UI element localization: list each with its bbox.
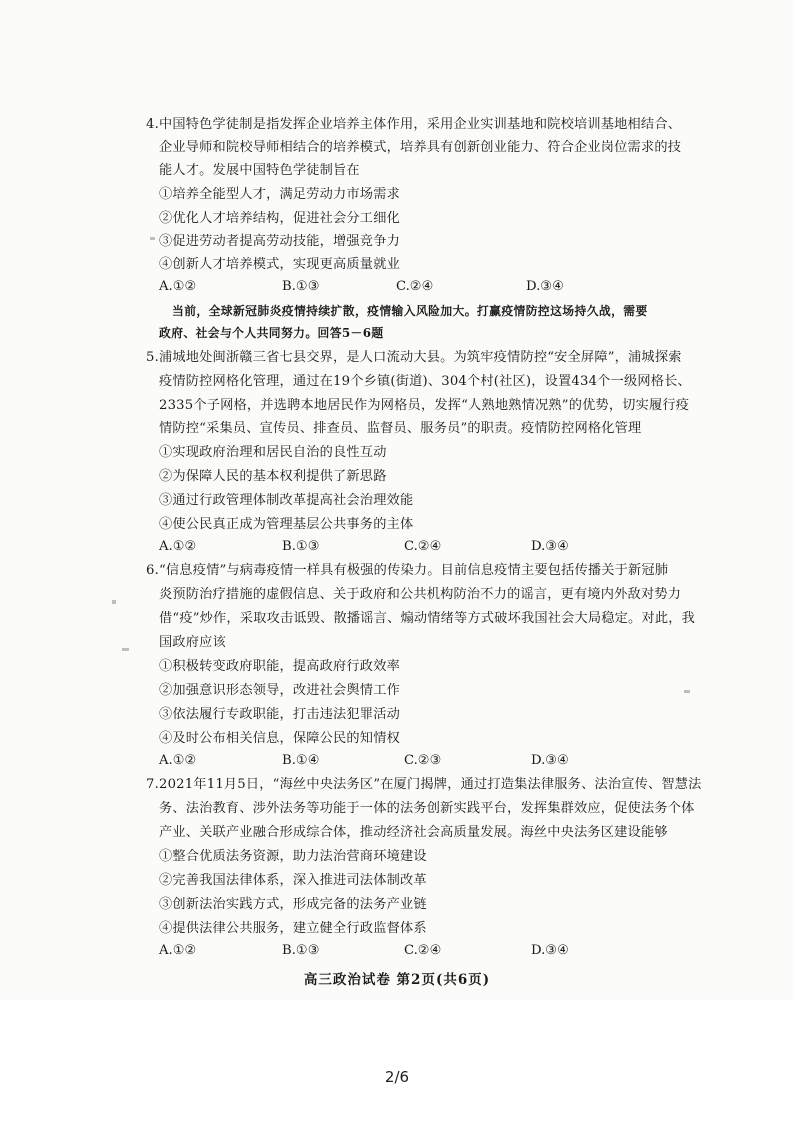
scan-speck	[122, 648, 129, 651]
question-6-choice: ②加强意识形态领导，改进社会舆情工作	[159, 683, 400, 698]
option-d: D.③④	[531, 539, 569, 554]
question-5-stem-line: 5.浦城地处闽浙赣三省七县交界，是人口流动大县。为筑牢疫情防控“安全屏障”，浦城探索	[146, 350, 682, 365]
option-d: D.③④	[531, 943, 569, 958]
intro-line: 当前，全球新冠肺炎疫情持续扩散，疫情输入风险加大。打赢疫情防控这场持久战，需要	[172, 304, 648, 318]
scan-speck	[150, 237, 155, 240]
page-footer: 高三政治试卷 第2页(共6页)	[303, 972, 491, 988]
question-6-stem-line: 借“疫”炒作，采取攻击诋毁、散播谣言、煽动情绪等方式破坏我国社会大局稳定。对此，我	[159, 611, 695, 626]
question-6-choice: ①积极转变政府职能，提高政府行政效率	[159, 659, 400, 674]
question-6-choice: ④及时公布相关信息，保障公民的知情权	[159, 731, 400, 746]
question-4-stem-line: 能人才。发展中国特色学徒制旨在	[159, 163, 360, 178]
question-5-choice: ①实现政府治理和居民自治的良性互动	[159, 445, 387, 460]
question-7-stem-line: 务、法治教育、涉外法务等功能于一体的法务创新实践平台，发挥集群效应，促使法务个体	[159, 801, 695, 816]
question-4-stem-line: 4.中国特色学徒制是指发挥企业培养主体作用，采用企业实训基地和院校培训基地相结合、	[146, 117, 682, 132]
question-7-choice: ③创新法治实践方式，形成完备的法务产业链	[159, 897, 427, 912]
option-d: D.③④	[531, 753, 569, 768]
question-7-choice: ④提供法律公共服务，建立健全行政监督体系	[159, 921, 427, 936]
question-5-choice: ④使公民真正成为管理基层公共事务的主体	[159, 517, 414, 532]
question-7-stem-line: 7.2021年11月5日，“海丝中央法务区”在厦门揭牌，通过打造集法律服务、法治宣传、智慧法	[146, 777, 702, 792]
intro-line: 政府、社会与个人共同努力。回答5－6题	[159, 326, 384, 340]
option-a: A.①②	[159, 539, 197, 554]
option-d: D.③④	[526, 279, 564, 294]
option-a: A.①②	[159, 279, 197, 294]
question-7-stem-line: 产业、关联产业融合形成综合体，推动经济社会高质量发展。海丝中央法务区建设能够	[159, 825, 668, 840]
option-a: A.①②	[159, 943, 197, 958]
question-4-stem-line: 企业导师和院校导师相结合的培养模式，培养具有创新创业能力、符合企业岗位需求的技	[159, 140, 682, 155]
option-c: C.②③	[404, 753, 442, 768]
option-b: B.①③	[282, 279, 320, 294]
question-5-choice: ②为保障人民的基本权利提供了新思路	[159, 469, 387, 484]
question-5-stem-line: 情防控“采集员、宣传员、排查员、监督员、服务员”的职责。疫情防控网格化管理	[159, 421, 642, 436]
option-c: C.②④	[404, 943, 442, 958]
option-c: C.②④	[396, 279, 434, 294]
option-a: A.①②	[159, 753, 197, 768]
option-b: B.①④	[282, 753, 320, 768]
question-4-choice: ②优化人才培养结构，促进社会分工细化	[159, 211, 400, 226]
page-indicator: 2/6	[384, 1068, 410, 1086]
question-6-choice: ③依法履行专政职能，打击违法犯罪活动	[159, 707, 400, 722]
question-7-choice: ②完善我国法律体系，深入推进司法体制改革	[159, 873, 427, 888]
scan-speck	[112, 600, 116, 604]
question-6-stem-line: 炎预防治疗措施的虚假信息、关于政府和公共机构防治不力的谣言，更有境内外敌对势力	[159, 587, 682, 602]
question-5-stem-line: 疫情防控网格化管理，通过在19个乡镇(街道)、304个村(社区)，设置434个一级网格长、	[159, 374, 691, 389]
option-c: C.②④	[404, 539, 442, 554]
question-4-choice: ③促进劳动者提高劳动技能，增强竞争力	[159, 234, 400, 249]
question-6-stem-line: 国政府应该	[159, 635, 226, 650]
option-b: B.①③	[282, 943, 320, 958]
question-5-choice: ③通过行政管理体制改革提高社会治理效能	[159, 493, 414, 508]
option-b: B.①③	[282, 539, 320, 554]
question-4-choice: ④创新人才培养模式，实现更高质量就业	[159, 257, 400, 272]
scan-speck	[684, 690, 690, 693]
question-4-choice: ①培养全能型人才，满足劳动力市场需求	[159, 187, 400, 202]
question-6-stem-line: 6.“信息疫情”与病毒疫情一样具有极强的传染力。目前信息疫情主要包括传播关于新冠肺	[146, 563, 669, 578]
question-7-choice: ①整合优质法务资源，助力法治营商环境建设	[159, 849, 427, 864]
question-5-stem-line: 2335个子网格，并选聘本地居民作为网格员，发挥“人熟地熟情况熟”的优势，切实履行疫	[159, 398, 690, 413]
